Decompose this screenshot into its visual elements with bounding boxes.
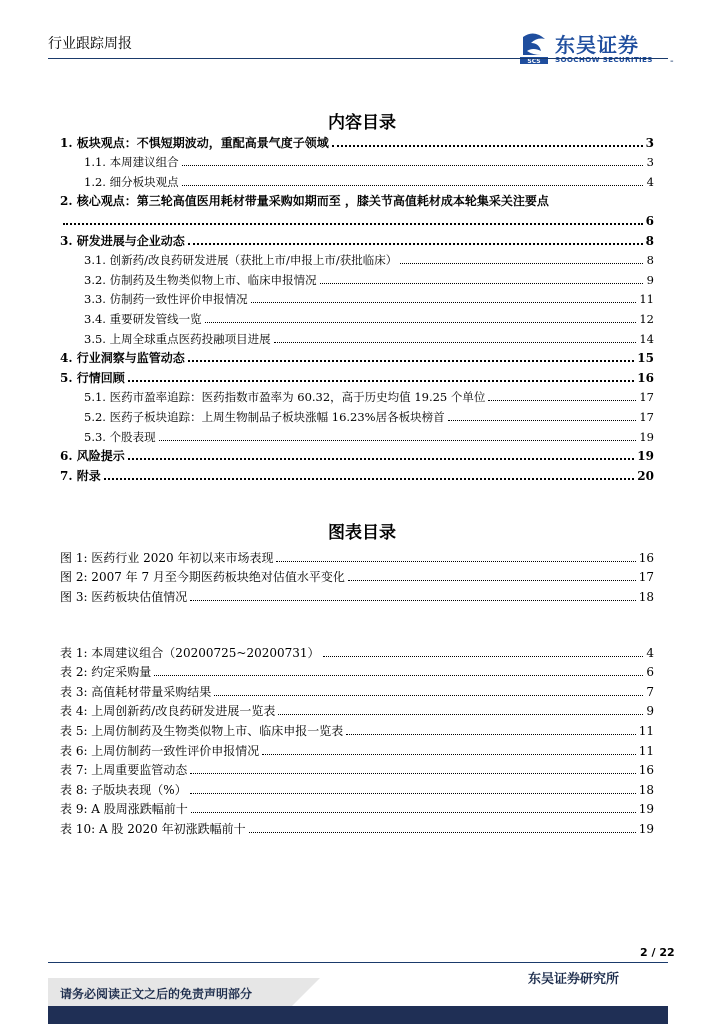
entry-page: 17: [639, 409, 654, 424]
toc-entry[interactable]: [60, 150, 654, 170]
figure-entry[interactable]: [60, 584, 654, 604]
dot-leader: [448, 420, 637, 421]
dot-leader: [182, 165, 643, 166]
dot-leader: [332, 145, 643, 147]
dot-leader: [191, 812, 636, 813]
figures-title: 图表目录: [328, 523, 396, 543]
logo-mark-text: SCS: [527, 58, 541, 65]
entry-title: 3.1. 创新药/改良药研发进展（获批上市/申报上市/获批临床）: [84, 253, 398, 268]
figure-entry[interactable]: [60, 545, 654, 565]
dot-leader: [188, 243, 643, 245]
toc-entry[interactable]: [60, 189, 654, 209]
entry-page: 9: [646, 704, 654, 719]
entry-title: 3.2. 仿制药及生物类似物上市、临床申报情况: [84, 272, 317, 287]
entry-title: 5.1. 医药市盈率追踪：医药指数市盈率为 60.32，高于历史均值 19.25 个单位: [84, 390, 486, 405]
entry-page: 12: [639, 311, 654, 326]
entry-title: 表 3: 高值耗材带量采购结果: [60, 684, 212, 699]
toc-entry[interactable]: [60, 444, 654, 464]
toc-entry[interactable]: [60, 287, 654, 307]
footer-org: 东吴证券研究所: [528, 972, 620, 987]
table-entry[interactable]: [60, 738, 654, 758]
footer-bar: [48, 1006, 668, 1024]
dot-leader: [63, 223, 643, 225]
toc-entry[interactable]: [60, 228, 654, 248]
entry-page: 18: [638, 589, 654, 604]
entry-page: 19: [637, 449, 654, 464]
figure-entry[interactable]: [60, 565, 654, 585]
dot-leader: [274, 342, 637, 343]
dot-leader: [128, 380, 635, 382]
footer-divider: [48, 962, 668, 963]
entry-page: 17: [639, 390, 654, 405]
table-entry[interactable]: [60, 660, 654, 680]
toc-entry[interactable]: [60, 248, 654, 268]
toc-title: 内容目录: [328, 113, 396, 133]
header-divider: [48, 58, 668, 59]
dot-leader: [104, 478, 635, 480]
entry-title: 表 7: 上周重要监管动态: [60, 763, 188, 778]
header-marker: -: [670, 56, 674, 67]
entry-page: 19: [639, 429, 654, 444]
logo-chinese-name: 东吴证券: [555, 33, 639, 57]
dot-leader: [159, 440, 637, 441]
disclaimer-band-edge: [292, 978, 320, 1006]
entry-page: 4: [646, 174, 654, 189]
dot-leader: [262, 754, 635, 755]
dot-leader: [278, 714, 643, 715]
entry-title: 表 9: A 股周涨跌幅前十: [60, 802, 188, 817]
toc-entry[interactable]: [60, 385, 654, 405]
entry-page: 11: [639, 292, 654, 307]
entry-title: 5.3. 个股表现: [84, 429, 156, 444]
entry-page: 11: [638, 743, 654, 758]
company-logo: [519, 29, 669, 67]
entry-title: 表 8: 子版块表现（%）: [60, 782, 187, 797]
entry-page: 3: [646, 155, 654, 170]
entry-title: 表 6: 上周仿制药一致性评价申报情况: [60, 743, 260, 758]
entry-page: 16: [638, 550, 654, 565]
dot-leader: [214, 695, 643, 696]
table-entry[interactable]: [60, 699, 654, 719]
figure-list: [60, 545, 654, 604]
entry-title: 表 1: 本周建议组合（20200725~20200731）: [60, 645, 320, 660]
entry-title: 图 1: 医药行业 2020 年初以来市场表现: [60, 550, 274, 565]
dot-leader: [251, 302, 637, 303]
page-number: 2 / 22: [640, 946, 675, 959]
entry-page: 18: [638, 782, 654, 797]
table-of-contents: [60, 130, 654, 483]
dot-leader: [400, 263, 643, 264]
table-entry[interactable]: [60, 816, 654, 836]
entry-page: 19: [638, 802, 654, 817]
entry-title: 1.1. 本周建议组合: [84, 155, 179, 170]
dot-leader: [323, 656, 644, 657]
entry-page: 16: [638, 763, 654, 778]
dot-leader: [128, 458, 635, 460]
entry-title: 3.5. 上周全球重点医药投融项目进展: [84, 331, 271, 346]
entry-title: 2. 核心观点：第三轮高值医用耗材带量采购如期而至 ，膝关节高值耗材成本轮集采关注要点: [60, 194, 549, 209]
toc-entry[interactable]: [60, 463, 654, 483]
entry-page: 4: [646, 645, 654, 660]
dot-leader: [182, 185, 643, 186]
toc-entry[interactable]: [60, 130, 654, 150]
entry-title: 3. 研发进展与企业动态: [60, 233, 185, 248]
entry-page: 7: [646, 684, 654, 699]
table-entry[interactable]: [60, 797, 654, 817]
table-list: [60, 640, 654, 836]
entry-title: 3.4. 重要研发管线一览: [84, 311, 202, 326]
table-entry[interactable]: [60, 758, 654, 778]
entry-page: 19: [638, 821, 654, 836]
table-entry[interactable]: [60, 777, 654, 797]
entry-title: 5. 行情回顾: [60, 370, 125, 385]
toc-entry[interactable]: [60, 267, 654, 287]
table-entry[interactable]: [60, 640, 654, 660]
report-type-label: 行业跟踪周报: [48, 36, 132, 52]
table-entry[interactable]: [60, 718, 654, 738]
entry-page: 8: [645, 233, 654, 248]
entry-title: 7. 附录: [60, 468, 101, 483]
entry-page: 3: [645, 135, 654, 150]
toc-entry[interactable]: [60, 424, 654, 444]
table-entry[interactable]: [60, 679, 654, 699]
entry-title: 3.3. 仿制药一致性评价申报情况: [84, 292, 248, 307]
entry-page: 16: [637, 370, 654, 385]
entry-page: 15: [637, 351, 654, 366]
entry-page: 6: [645, 213, 654, 228]
toc-entry[interactable]: [60, 169, 654, 189]
dot-leader: [348, 580, 636, 581]
entry-title: 表 2: 约定采购量: [60, 665, 152, 680]
toc-entry[interactable]: [60, 346, 654, 366]
dot-leader: [154, 675, 643, 676]
toc-entry[interactable]: [60, 365, 654, 385]
toc-entry[interactable]: [60, 326, 654, 346]
dot-leader: [249, 832, 636, 833]
entry-page: 14: [639, 331, 654, 346]
logo-english-name: SOOCHOW SECURITIES: [555, 55, 653, 64]
entry-title: 1.2. 细分板块观点: [84, 174, 179, 189]
logo-mark-icon: [519, 31, 549, 65]
dot-leader: [276, 561, 635, 562]
dot-leader: [488, 400, 636, 401]
entry-page: 8: [646, 253, 654, 268]
dot-leader: [188, 360, 635, 362]
entry-title: 6. 风险提示: [60, 449, 125, 464]
entry-page: 11: [638, 723, 654, 738]
dot-leader: [190, 600, 635, 601]
dot-leader: [190, 793, 636, 794]
dot-leader: [190, 773, 635, 774]
entry-title: 表 4: 上周创新药/改良药研发进展一览表: [60, 704, 276, 719]
dot-leader: [320, 283, 643, 284]
entry-title: 1. 板块观点：不惧短期波动，重配高景气度子领域: [60, 135, 329, 150]
toc-entry[interactable]: [60, 404, 654, 424]
entry-page: 17: [638, 570, 654, 585]
dot-leader: [205, 322, 637, 323]
toc-entry[interactable]: [60, 306, 654, 326]
entry-page: 6: [646, 665, 654, 680]
entry-title: 图 3: 医药板块估值情况: [60, 589, 188, 604]
entry-title: 5.2. 医药子板块追踪：上周生物制品子板块涨幅 16.23%居各板块榜首: [84, 409, 445, 424]
entry-page: 9: [646, 272, 654, 287]
entry-page: 20: [637, 468, 654, 483]
dot-leader: [346, 734, 635, 735]
disclaimer-text: 请务必阅读正文之后的免责声明部分: [60, 987, 253, 1001]
entry-title: 4. 行业洞察与监管动态: [60, 351, 185, 366]
entry-title: 图 2: 2007 年 7 月至今期医药板块绝对估值水平变化: [60, 570, 345, 585]
entry-title: 表 10: A 股 2020 年初涨跌幅前十: [60, 821, 246, 836]
toc-entry[interactable]: [60, 208, 654, 228]
entry-title: 表 5: 上周仿制药及生物类似物上市、临床申报一览表: [60, 723, 344, 738]
